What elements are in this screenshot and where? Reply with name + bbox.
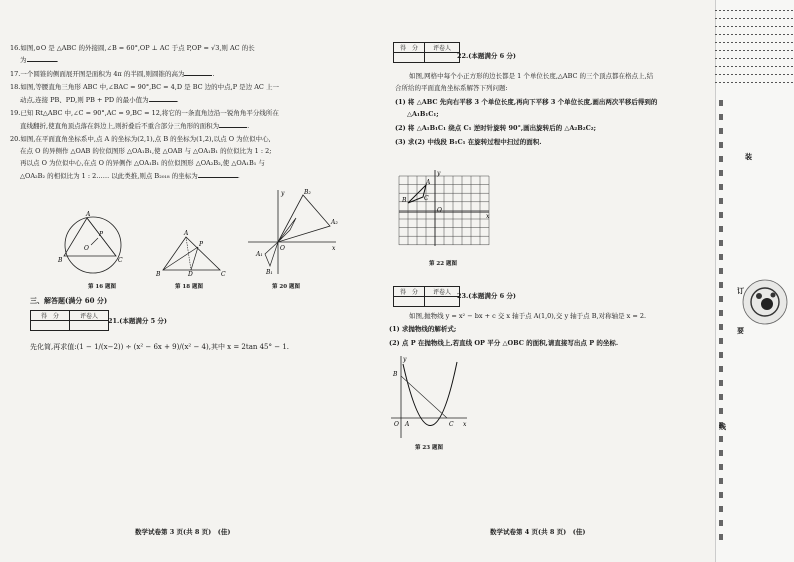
figure-22: [399, 170, 491, 248]
question-22-part2: (2) 将 △A₁B₁C₁ 绕点 C₁ 逆时针旋转 90°,画出旋转后的 △A₂B₂C₂;: [395, 124, 596, 132]
figure-23-caption: 第 23 题图: [415, 445, 443, 451]
score-box-21: [30, 310, 109, 331]
margin-dash-mark: [719, 478, 723, 484]
margin-dash-line: [715, 42, 794, 43]
score-box-22: [393, 42, 460, 63]
question-21-body: 先化简,再求值:(1 − 1/(x−2)) ÷ (x² − 6x + 9)/(x² − 4),其中 x = 2tan 45° − 1.: [30, 343, 290, 351]
margin-char-zhuang: 装: [745, 152, 752, 161]
page-4-footer: 数学试卷第 4 页(共 8 页) (佳): [490, 528, 586, 536]
svg-text:A₁: A₁: [256, 251, 263, 258]
svg-text:B₂: B₂: [304, 189, 311, 196]
margin-dash-line: [715, 10, 794, 11]
question-22-text-2: 合所给的平面直角坐标系解答下列问题:: [395, 84, 508, 92]
score-header: 得 分: [31, 311, 70, 321]
margin-dash-mark: [719, 100, 723, 106]
margin-dash-mark: [719, 254, 723, 260]
svg-text:C: C: [118, 257, 123, 264]
question-22-part3: (3) 求(2) 中线段 B₁C₁ 在旋转过程中扫过的面积.: [395, 138, 542, 146]
question-22-part1: (1) 将 △ABC 先向右平移 3 个单位长度,再向下平移 3 个单位长度,画出两次平移后得到的: [395, 98, 658, 106]
margin-dash-line: [715, 58, 794, 59]
svg-text:B: B: [58, 257, 63, 264]
margin-dash-mark: [719, 184, 723, 190]
svg-text:y: y: [403, 356, 407, 363]
svg-text:y: y: [281, 190, 285, 197]
margin-dash-mark: [719, 198, 723, 204]
margin-dash-line: [715, 34, 794, 35]
figure-16: [58, 212, 148, 274]
exam-page-4: [385, 0, 715, 562]
question-20-line4: △OA₂B₂ 的相似比为 1 : 2…… 以此类推,则点 B₂₀₁₈ 的坐标为 .: [20, 172, 240, 180]
grader-cell[interactable]: [425, 297, 460, 307]
margin-dash-mark: [719, 240, 723, 246]
margin-dash-mark: [719, 282, 723, 288]
grader-header: 评卷人: [425, 43, 460, 53]
margin-dash-mark: [719, 380, 723, 386]
svg-text:O: O: [394, 421, 399, 428]
margin-dash-mark: [719, 156, 723, 162]
svg-text:O: O: [84, 245, 89, 252]
score-header: 得 分: [394, 287, 425, 297]
figure-18: [156, 230, 226, 278]
question-22-title: 22.(本题满分 6 分): [457, 52, 517, 60]
question-23-part1: (1) 求抛物线的解析式;: [389, 325, 457, 333]
figure-16-caption: 第 16 题图: [88, 284, 116, 290]
margin-dash-line: [715, 18, 794, 19]
section-3-heading: 三、解答题(满分 60 分): [30, 296, 108, 305]
svg-text:O: O: [280, 245, 285, 252]
svg-text:C: C: [424, 195, 429, 202]
margin-dash-mark: [719, 366, 723, 372]
page-3-footer: 数学试卷第 3 页(共 8 页) (佳): [135, 528, 231, 536]
svg-text:P: P: [199, 241, 204, 248]
margin-dash-mark: [719, 324, 723, 330]
svg-text:x: x: [332, 245, 336, 252]
margin-dash-mark: [719, 212, 723, 218]
margin-dash-mark: [719, 296, 723, 302]
svg-text:A: A: [405, 421, 410, 428]
grader-header: 评卷人: [425, 287, 460, 297]
question-20-line2: 在点 O 的异侧作 △OAB 的位似图形 △OA₁B₁,使 △OAB 与 △OA₁B₁ 的位似比为 1 : 2;: [20, 147, 272, 155]
score-box-23: [393, 286, 460, 307]
svg-text:A: A: [86, 211, 91, 218]
margin-dash-mark: [719, 338, 723, 344]
question-18-line2: 动点,连接 PB、PD,则 PB + PD 的最小值为 .: [20, 96, 179, 104]
margin-dash-line: [715, 26, 794, 27]
question-17: 17.一个圆锥的侧面展开图是面积为 4π 的半圆,则圆锥的高为 .: [10, 70, 215, 78]
figure-22-caption: 第 22 题图: [429, 261, 457, 267]
margin-dash-mark: [719, 310, 723, 316]
margin-dash-line: [715, 74, 794, 75]
margin-char-ding: 订: [737, 286, 744, 295]
svg-text:C: C: [449, 421, 454, 428]
figure-18-caption: 第 18 题图: [175, 284, 203, 290]
margin-dash-mark: [719, 268, 723, 274]
grader-cell[interactable]: [425, 53, 460, 63]
margin-dash-mark: [719, 142, 723, 148]
grader-cell[interactable]: [70, 321, 109, 331]
score-cell[interactable]: [394, 53, 425, 63]
question-21-title: 21.(本题满分 5 分): [108, 317, 168, 325]
question-22-text: 如图,网格中每个小正方形的边长都是 1 个单位长度,△ABC 的三个顶点都在格点上,结: [409, 72, 654, 80]
margin-dash-mark: [719, 114, 723, 120]
question-16: 16.如图,⊙O 是 △ABC 的外接圆,∠B = 60°,OP ⊥ AC 于点 P,OP = √3,则 AC 的长: [10, 44, 255, 52]
margin-dash-mark: [719, 534, 723, 540]
margin-dash-mark: [719, 520, 723, 526]
margin-dash-mark: [719, 394, 723, 400]
margin-dash-line: [715, 66, 794, 67]
figure-23: [391, 356, 469, 440]
svg-text:B₁: B₁: [266, 269, 273, 276]
margin-dash-mark: [719, 352, 723, 358]
margin-dash-mark: [719, 506, 723, 512]
margin-dash-mark: [719, 464, 723, 470]
grader-header: 评卷人: [70, 311, 109, 321]
margin-dash-mark: [719, 128, 723, 134]
binding-margin: [715, 0, 794, 562]
margin-dash-line: [715, 82, 794, 83]
margin-char-yao: 要: [737, 326, 744, 335]
margin-dash-mark: [719, 170, 723, 176]
question-23-text: 如图,抛物线 y = x² − bx + c 交 x 轴于点 A(1,0),交 y 轴于点 B,对称轴是 x = 2.: [409, 312, 647, 320]
score-header: 得 分: [394, 43, 425, 53]
svg-text:A: A: [184, 230, 189, 237]
score-cell[interactable]: [31, 321, 70, 331]
svg-text:x: x: [463, 421, 467, 428]
figure-20-caption: 第 20 题图: [272, 284, 300, 290]
figure-20: [248, 190, 338, 276]
svg-text:x: x: [486, 213, 490, 220]
question-20: 20.如图,在平面直角坐标系中,点 A 的坐标为(2,1),点 B 的坐标为(1,2),以点 O 为位似中心,: [10, 135, 271, 143]
svg-text:D: D: [188, 271, 193, 278]
question-23-part2: (2) 点 P 在抛物线上,若直线 OP 平分 △OBC 的面积,请直接写出点 P 的坐标.: [389, 339, 619, 347]
svg-text:P: P: [99, 231, 104, 238]
question-19-line2: 直线翻折,使直角顶点落在斜边上,则折叠后不重合部分三角形的面积为 .: [20, 122, 250, 130]
margin-dash-line: [715, 50, 794, 51]
margin-dash-mark: [719, 226, 723, 232]
svg-text:B: B: [393, 371, 398, 378]
margin-char-xian: 线: [719, 422, 726, 431]
question-18: 18.如图,等腰直角三角形 ABC 中,∠BAC = 90°,BC = 4,D 是 BC 边的中点,P 是边 AC 上一: [10, 83, 279, 91]
question-19: 19.已知 Rt△ABC 中,∠C = 90°,AC = 9,BC = 12,将它的一条直角边沿一锐角角平分线所在: [10, 109, 279, 117]
score-cell[interactable]: [394, 297, 425, 307]
exam-page-3: [0, 0, 385, 562]
svg-text:y: y: [437, 170, 441, 177]
margin-dash-mark: [719, 408, 723, 414]
margin-dash-mark: [719, 450, 723, 456]
margin-dash-mark: [719, 492, 723, 498]
svg-text:A: A: [426, 179, 431, 186]
seal-stamp-icon: [741, 278, 789, 326]
margin-dash-mark: [719, 436, 723, 442]
svg-text:A₂: A₂: [331, 219, 338, 226]
svg-text:B: B: [156, 271, 161, 278]
question-16-answer-line: 为 .: [20, 56, 59, 64]
question-23-title: 23.(本题满分 6 分): [457, 292, 517, 300]
question-20-line3: 再以点 O 为位似中心,在点 O 的异侧作 △OA₁B₁ 的位似图形 △OA₂B₂,使 △OA₁B₁ 与: [20, 159, 265, 167]
question-22-part1-b: △A₁B₁C₁;: [407, 110, 439, 118]
svg-text:B: B: [402, 197, 407, 204]
svg-text:O: O: [437, 207, 442, 214]
svg-text:C: C: [221, 271, 226, 278]
